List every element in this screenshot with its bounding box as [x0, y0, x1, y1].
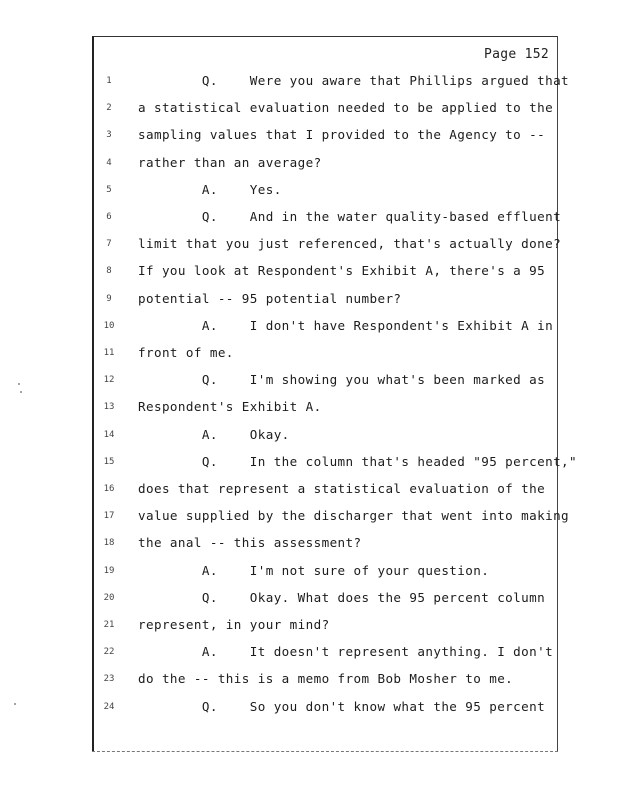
transcript-line [94, 589, 560, 607]
line-number: 8 [106, 266, 112, 277]
line-text: Q. So you don't know what the 95 percent [138, 698, 546, 714]
line-text: Respondent's Exhibit A. [138, 399, 322, 415]
line-text: sampling values that I provided to the Agency to -- [138, 127, 546, 143]
line-number: 17 [103, 511, 115, 522]
transcript-line [94, 235, 560, 253]
line-text: Q. Okay. What does the 95 percent column [138, 589, 546, 605]
line-number: 3 [106, 130, 112, 141]
line-text: limit that you just referenced, that's actually done? [138, 236, 562, 252]
line-number: 24 [103, 701, 115, 712]
transcript-line [94, 262, 560, 280]
line-number: 4 [106, 157, 112, 168]
transcript-line [94, 154, 560, 172]
line-text: value supplied by the discharger that went into making [138, 508, 570, 524]
scan-speck [14, 703, 16, 705]
transcript-line [94, 72, 570, 90]
transcript-page [92, 36, 578, 752]
transcript-line [94, 99, 560, 117]
scan-speck [18, 383, 20, 385]
transcript-line [94, 398, 560, 416]
line-number: 6 [106, 212, 112, 222]
line-number: 11 [103, 348, 115, 358]
line-number: 12 [103, 375, 115, 386]
line-text: If you look at Respondent's Exhibit A, there's a 95 [138, 263, 546, 279]
line-text: Q. I'm showing you what's been marked as [138, 372, 546, 388]
line-number: 2 [106, 103, 112, 114]
transcript-line [94, 371, 560, 389]
line-number: 20 [103, 592, 115, 603]
line-number: 18 [103, 538, 115, 549]
transcript-line [94, 562, 560, 580]
line-text: a statistical evaluation needed to be applied to the [138, 100, 554, 116]
transcript-line [94, 670, 560, 688]
transcript-line [94, 534, 560, 552]
line-number: 1 [106, 76, 112, 86]
line-number: 23 [103, 674, 115, 685]
transcript-line [94, 208, 560, 226]
transcript-line [94, 290, 560, 308]
transcript-line [94, 181, 560, 199]
transcript-line [94, 344, 560, 362]
line-text: do the -- this is a memo from Bob Mosher to me. [138, 671, 514, 687]
line-number: 19 [103, 565, 115, 576]
line-text: Q. In the column that's headed "95 percent," [138, 453, 578, 469]
transcript-line [94, 453, 578, 471]
transcript-line [94, 698, 560, 716]
transcript-line [94, 507, 570, 525]
line-text: front of me. [138, 345, 234, 360]
line-number: 13 [103, 402, 115, 413]
transcript-line [94, 317, 560, 335]
line-number: 7 [106, 239, 112, 250]
line-text: rather than an average? [138, 154, 322, 170]
line-text: A. Yes. [138, 181, 282, 197]
line-text: A. Okay. [138, 426, 290, 442]
transcript-line [94, 643, 560, 661]
line-text: represent, in your mind? [138, 617, 330, 632]
line-number: 9 [106, 293, 112, 304]
line-number: 10 [103, 320, 115, 331]
line-text: A. It doesn't represent anything. I don't [138, 644, 554, 660]
line-text: Q. Were you aware that Phillips argued that [138, 73, 570, 88]
line-text: A. I don't have Respondent's Exhibit A in [138, 317, 554, 333]
line-text: does that represent a statistical evaluation of the [138, 481, 546, 496]
line-number: 16 [103, 484, 115, 494]
scan-speck [20, 391, 22, 393]
line-number: 14 [103, 429, 115, 440]
page-number: Page 152 [483, 47, 549, 62]
line-text: A. I'm not sure of your question. [138, 562, 490, 578]
line-number: 21 [103, 620, 115, 630]
line-text: the anal -- this assessment? [138, 535, 362, 551]
line-number: 22 [103, 647, 115, 658]
line-text: potential -- 95 potential number? [138, 290, 402, 306]
line-number: 15 [103, 456, 115, 467]
transcript-line [94, 126, 560, 144]
transcript-line [94, 426, 560, 444]
line-number: 5 [106, 184, 112, 195]
transcript-line [94, 616, 560, 634]
transcript-line [94, 480, 560, 498]
line-text: Q. And in the water quality-based effluent [138, 209, 562, 224]
